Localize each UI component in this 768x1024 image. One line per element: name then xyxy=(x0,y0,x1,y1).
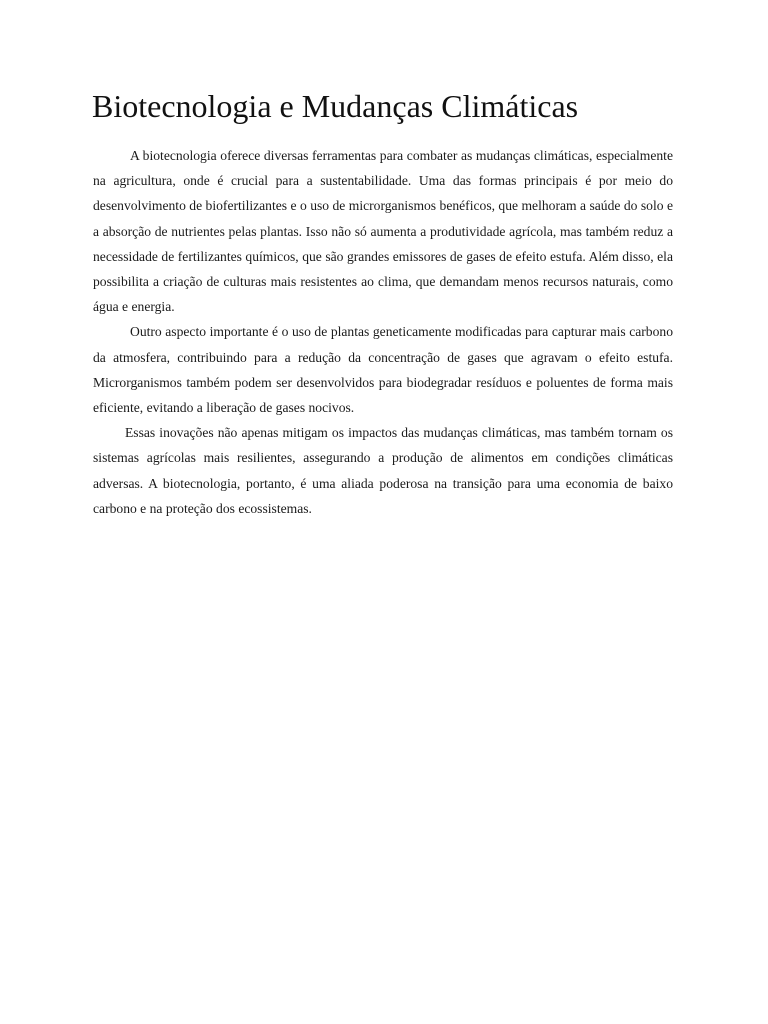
document-body xyxy=(93,143,673,521)
paragraph-3: Essas inovações não apenas mitigam os impactos das mudanças climáticas, mas também tornam os sistemas agrícolas mais resilientes, assegurando a produção de alimentos em condições climáticas adversas. A biotecnologia, portanto, é uma aliada poderosa na transição para uma economia de baixo carbono e na proteção dos ecossistemas. xyxy=(93,425,673,516)
paragraph-1: A biotecnologia oferece diversas ferramentas para combater as mudanças climáticas, especialmente na agricultura, onde é crucial para a sustentabilidade. Uma das formas principais é por meio do desenvolvimento de biofertilizantes e o uso de microrganismos benéficos, que melhoram a saúde do solo e a absorção de nutrientes pelas plantas. Isso não só aumenta a produtividade agrícola, mas também reduz a necessidade de fertilizantes químicos, que são grandes emissores de gases de efeito estufa. Além disso, ela possibilita a criação de culturas mais resistentes ao clima, que demandam menos recursos naturais, como água e energia. xyxy=(93,148,673,315)
document-title: Biotecnologia e Mudanças Climáticas xyxy=(92,88,579,124)
paragraph-2: Outro aspecto importante é o uso de plantas geneticamente modificadas para capturar mais carbono da atmosfera, contribuindo para a redução da concentração de gases que agravam o efeito estufa. Microrganismos também podem ser desenvolvidos para biodegradar resíduos e poluentes de forma mais eficiente, evitando a liberação de gases nocivos. xyxy=(93,324,673,416)
